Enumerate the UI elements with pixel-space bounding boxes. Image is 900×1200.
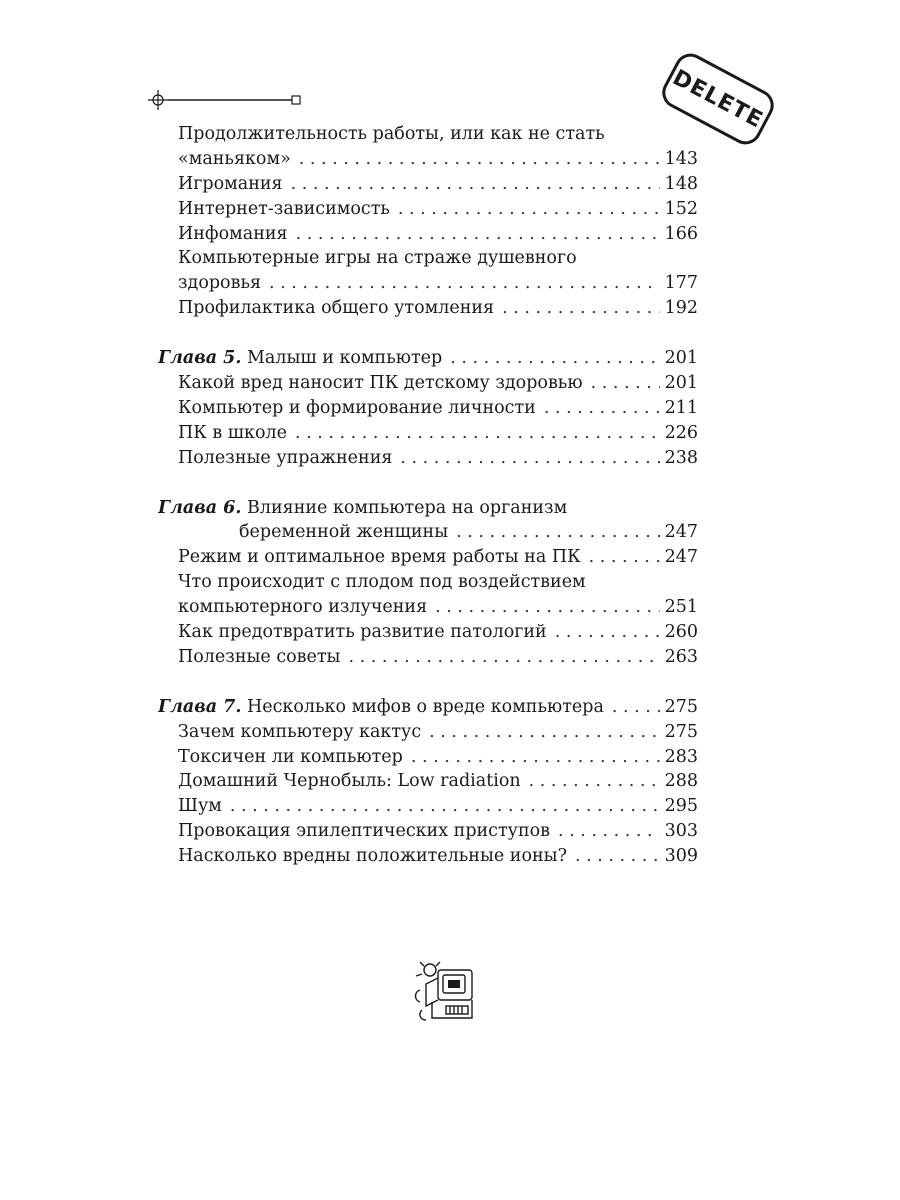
- toc-entry-page: 192: [664, 298, 698, 319]
- toc-entry-page: 283: [664, 746, 698, 767]
- toc-leader: [558, 819, 660, 844]
- toc-entry-page: 166: [664, 223, 698, 244]
- toc-leader: [544, 396, 660, 421]
- toc-entry-page: 295: [664, 796, 698, 817]
- toc-entry: [158, 745, 698, 770]
- chapter-title: Малыш и компьютер: [247, 348, 443, 369]
- toc-leader: [502, 296, 660, 321]
- toc-entry-title: Полезные упражнения: [178, 447, 393, 468]
- toc-entry-title: Игромания: [178, 173, 283, 194]
- toc-entry-page: 288: [664, 771, 698, 792]
- toc-entry-page: 251: [664, 597, 698, 618]
- toc-leader: [555, 620, 660, 645]
- toc-entry-title: Инфомания: [178, 223, 288, 244]
- toc-entry: [158, 720, 698, 745]
- toc-entry-title: Как предотвратить развитие патологий: [178, 622, 547, 643]
- toc-entry: [158, 147, 698, 172]
- toc-leader: [589, 545, 660, 570]
- chapter-page: 247: [664, 522, 698, 543]
- toc-entry-title: «маньяком»: [178, 148, 291, 169]
- chapter-heading: [158, 695, 698, 720]
- chapter-heading-continued: [158, 520, 698, 545]
- chapter-heading: [158, 496, 698, 521]
- toc-entry: [158, 271, 698, 296]
- toc-entry-page: 177: [664, 273, 698, 294]
- toc-leader: [450, 346, 660, 371]
- computer-illustration-icon: [410, 956, 482, 1028]
- toc-entry: [158, 197, 698, 222]
- toc-chapter-6: [158, 496, 698, 670]
- toc-leader: [429, 720, 660, 745]
- toc-entry: [158, 645, 698, 670]
- toc-entry-page: 201: [664, 373, 698, 394]
- toc-entry: [158, 545, 698, 570]
- toc-entry-page: 263: [664, 646, 698, 667]
- toc-entry-title: Профилактика общего утомления: [178, 298, 495, 319]
- toc-entry-title: Провокация эпилептических приступов: [178, 821, 551, 842]
- toc-entry-title: здоровья: [178, 273, 262, 294]
- toc-entry: [158, 844, 698, 869]
- toc-entry-title: Какой вред наносит ПК детскому здоровью: [178, 373, 583, 394]
- toc-entry-page: 309: [664, 846, 698, 867]
- toc-entry-page: 148: [664, 173, 698, 194]
- toc-leader: [269, 271, 660, 296]
- toc-entry: [158, 396, 698, 421]
- toc-chapter-7: [158, 695, 698, 869]
- chapter-page: 275: [664, 696, 698, 717]
- toc-entry-title: Режим и оптимальное время работы на ПК: [178, 547, 581, 568]
- toc-leader: [299, 147, 660, 172]
- toc-entry: [158, 222, 698, 247]
- toc-leader: [529, 769, 660, 794]
- toc-entry: [158, 371, 698, 396]
- toc-entry: [158, 819, 698, 844]
- toc-entry-title: Компьютерные игры на страже душевного: [178, 248, 577, 269]
- toc-leader: [348, 645, 660, 670]
- toc-entry: [158, 296, 698, 321]
- toc-entry-title: ПК в школе: [178, 422, 287, 443]
- table-of-contents: [158, 122, 698, 894]
- toc-entry-title: Токсичен ли компьютер: [178, 746, 403, 767]
- toc-entry: [158, 446, 698, 471]
- toc-leader: [435, 595, 660, 620]
- toc-entry-page: 260: [664, 622, 698, 643]
- toc-entry-page: 152: [664, 198, 698, 219]
- chapter-title: беременной женщины: [239, 522, 449, 543]
- chapter-title: Влияние компьютера на организм: [247, 497, 568, 518]
- toc-entry-page: 143: [664, 148, 698, 169]
- chapter-label: Глава 7.: [158, 696, 242, 717]
- toc-entry-title: Зачем компьютеру кактус: [178, 721, 422, 742]
- toc-entry-title: Шум: [178, 796, 222, 817]
- toc-entry: [158, 769, 698, 794]
- toc-leader: [411, 745, 660, 770]
- toc-leader: [398, 197, 660, 222]
- toc-leader: [230, 794, 660, 819]
- toc-entry-page: 247: [664, 547, 698, 568]
- toc-entry-title: Компьютер и формирование личности: [178, 397, 536, 418]
- toc-entry: [158, 595, 698, 620]
- toc-entry-page: 211: [664, 397, 698, 418]
- chapter-label: Глава 6.: [158, 497, 242, 518]
- toc-entry-title: Продолжительность работы, или как не стать: [178, 124, 605, 144]
- toc-entry: [158, 122, 698, 147]
- toc-entry-title: Насколько вредны положительные ионы?: [178, 846, 567, 867]
- toc-leader: [296, 222, 660, 247]
- toc-entry: [158, 570, 698, 595]
- toc-leader: [295, 421, 660, 446]
- toc-entry-page: 303: [664, 821, 698, 842]
- delete-stamp-label: DELETE: [657, 48, 780, 150]
- toc-entry-title: компьютерного излучения: [178, 597, 428, 618]
- toc-entry-title: Что происходит с плодом под воздействием: [178, 572, 586, 593]
- toc-leader: [575, 844, 660, 869]
- chapter-heading: [158, 346, 698, 371]
- toc-entry: [158, 620, 698, 645]
- chapter-title: Несколько мифов о вреде компьютера: [247, 696, 604, 717]
- toc-leader: [456, 520, 660, 545]
- toc-chapter-5: [158, 346, 698, 470]
- toc-entry: [158, 172, 698, 197]
- toc-entry: [158, 246, 698, 271]
- toc-entry-page: 238: [664, 447, 698, 468]
- toc-section-continued: [158, 122, 698, 321]
- toc-entry: [158, 794, 698, 819]
- toc-entry: [158, 421, 698, 446]
- toc-entry-title: Интернет-зависимость: [178, 198, 390, 219]
- chapter-label: Глава 5.: [158, 348, 242, 369]
- toc-leader: [591, 371, 660, 396]
- toc-entry-title: Домашний Чернобыль: Low radiation: [178, 771, 521, 792]
- toc-entry-page: 226: [664, 422, 698, 443]
- chapter-page: 201: [664, 348, 698, 369]
- crop-mark-icon: [146, 88, 306, 112]
- toc-leader: [291, 172, 660, 197]
- toc-entry-title: Полезные советы: [178, 646, 341, 667]
- toc-leader: [400, 446, 660, 471]
- toc-leader: [612, 695, 660, 720]
- toc-entry-page: 275: [664, 721, 698, 742]
